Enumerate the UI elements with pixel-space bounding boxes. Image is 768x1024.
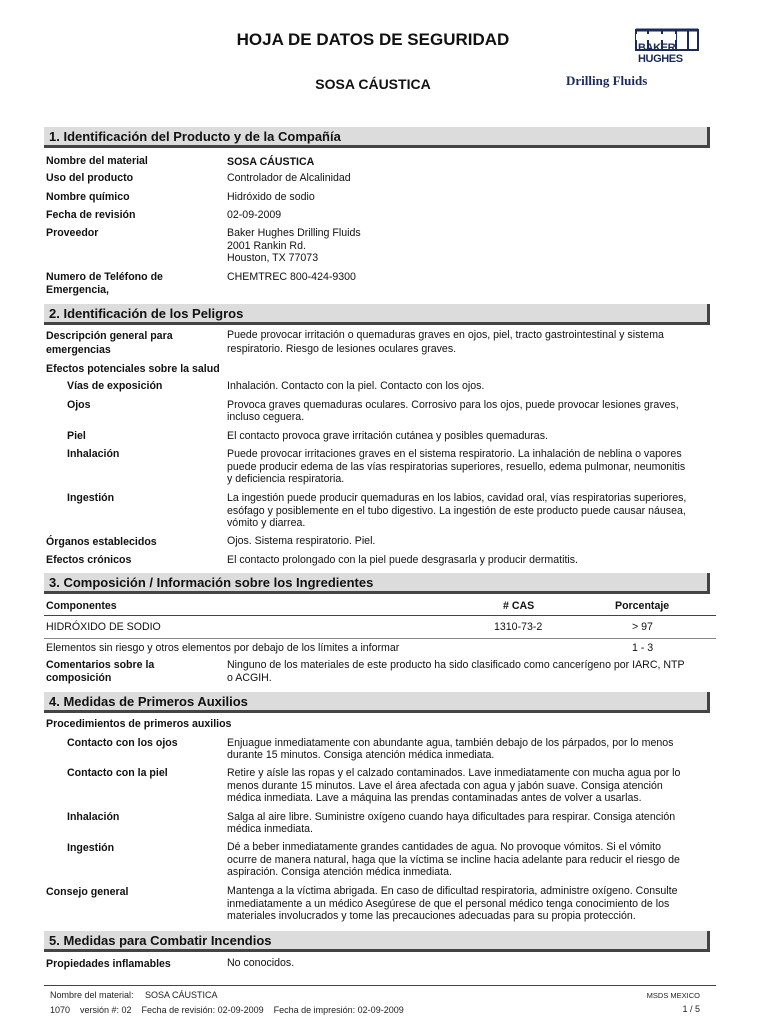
section-5-header: 5. Medidas para Combatir Incendios [44, 931, 710, 952]
value-target-organs: Ojos. Sistema respiratorio. Piel. [227, 535, 376, 547]
label-skin-contact: Contacto con la piel [67, 767, 168, 779]
value-inhalation-3: y deficiencia respiratoria. [227, 473, 345, 485]
label-potential-health-effects: Efectos potenciales sobre la salud [46, 363, 220, 375]
section-3-header: 3. Composición / Información sobre los Ingredientes [44, 573, 710, 594]
label-emergency-phone-2: Emergencia, [46, 284, 110, 296]
label-skin: Piel [67, 430, 86, 442]
component-percent: > 97 [632, 621, 653, 633]
label-emergency-overview-2: emergencias [46, 344, 111, 356]
value-skin: El contacto provoca grave irritación cutánea y posibles quemaduras. [227, 430, 548, 442]
value-ingestion-2: esófago y posiblemente en el tubo digestivo. La ingestión de este producto puede causar náusea, [227, 505, 686, 517]
label-revision-date: Fecha de revisión [46, 209, 136, 221]
label-first-aid-inhalation: Inhalación [67, 811, 120, 823]
value-emergency-phone: CHEMTREC 800-424-9300 [227, 271, 356, 283]
logo-subtitle: Drilling Fluids [566, 73, 648, 88]
value-emergency-overview-2: respiratorio. Riesgo de lesiones oculares graves. [227, 343, 457, 355]
label-emergency-phone: Numero de Teléfono de [46, 271, 163, 283]
label-emergency-overview: Descripción general para [46, 330, 173, 342]
label-general-advice: Consejo general [46, 886, 129, 898]
label-first-aid-procedures: Procedimientos de primeros auxilios [46, 718, 232, 730]
column-header-percent: Porcentaje [615, 600, 670, 612]
document-title: HOJA DE DATOS DE SEGURIDAD [236, 30, 510, 49]
company-logo [566, 22, 716, 98]
label-supplier: Proveedor [46, 227, 99, 239]
value-skin-contact-3: médica inmediata. Lave a máquina las prendas contaminadas antes de volver a usarlas. [227, 792, 642, 804]
value-eye-contact: Enjuague inmediatamente con abundante agua, también debajo de los párpados, por lo menos [227, 737, 674, 749]
label-exposure-routes: Vías de exposición [67, 380, 163, 392]
value-eyes-2: incluso ceguera. [227, 411, 305, 423]
value-chemical-name: Hidróxido de sodio [227, 191, 315, 203]
value-first-aid-ingestion-3: aspiración. Consiga atención médica inmediata. [227, 866, 452, 878]
label-inhalation: Inhalación [67, 448, 120, 460]
value-material-name: SOSA CÁUSTICA [227, 156, 315, 168]
value-eye-contact-2: durante 15 minutos. Consiga atención médica inmediata. [227, 749, 495, 761]
table-row-divider [44, 638, 716, 639]
label-ingestion: Ingestión [67, 492, 115, 504]
section-1-header: 1. Identificación del Producto y de la Compañía [44, 127, 710, 148]
value-emergency-overview: Puede provocar irritación o quemaduras graves en ojos, piel, tracto gastrointestinal y sistema [227, 329, 664, 341]
value-product-use: Controlador de Alcalinidad [227, 172, 351, 184]
value-general-advice-2: inmediatamente a un médico Asegúrese de que el personal médico tenga conocimiento de los [227, 898, 670, 910]
value-eyes: Provoca graves quemaduras oculares. Corrosivo para los ojos, puede provocar lesiones graves, [227, 399, 679, 411]
column-header-components: Componentes [46, 600, 117, 612]
footer-divider [44, 985, 716, 986]
value-supplier-address: 2001 Rankin Rd. [227, 240, 306, 252]
value-first-aid-inhalation: Salga al aire libre. Suministre oxígeno cuando haya dificultades para respirar. Consiga atención [227, 811, 676, 823]
value-flammable-properties: No conocidos. [227, 957, 295, 969]
footer-page-number: 1 / 5 [682, 1004, 700, 1014]
column-header-cas: # CAS [503, 600, 535, 612]
section-4-header: 4. Medidas de Primeros Auxilios [44, 692, 710, 713]
value-supplier-name: Baker Hughes Drilling Fluids [227, 227, 361, 239]
label-first-aid-ingestion: Ingestión [67, 842, 115, 854]
value-first-aid-ingestion-2: ocurre de manera natural, haga que la víctima se incline hacia adelante para reducir el riesgo de [227, 854, 680, 866]
value-chronic-effects: El contacto prolongado con la piel puede desgrasarla y producir dermatitis. [227, 554, 578, 566]
label-material-name: Nombre del material [46, 155, 148, 167]
value-first-aid-inhalation-2: médica inmediata. [227, 823, 313, 835]
value-general-advice-3: materiales involucrados y tome las precauciones adecuadas para su propia protección. [227, 910, 636, 922]
value-inhalation-2: puede producir edema de las vías respiratorias superiores, resuello, edema pulmonar, neumonitis [227, 461, 686, 473]
component-name: HIDRÓXIDO DE SODIO [46, 621, 161, 633]
label-target-organs: Órganos establecidos [46, 536, 157, 548]
label-chronic-effects: Efectos crónicos [46, 554, 132, 566]
label-chemical-name: Nombre químico [46, 191, 130, 203]
table-header-divider [44, 615, 716, 616]
logo-line-2: HUGHES [638, 53, 683, 65]
label-product-use: Uso del producto [46, 172, 134, 184]
value-inhalation: Puede provocar irritaciones graves en el sistema respiratorio. La inhalación de neblina o vapores [227, 448, 682, 460]
footer-document-info: 1070 versión #: 02 Fecha de revisión: 02-09-2009 Fecha de impresión: 02-09-2009 [50, 1005, 404, 1015]
footer-region: MSDS MEXICO [646, 991, 700, 1000]
other-components-percent: 1 - 3 [632, 642, 654, 654]
value-supplier-city: Houston, TX 77073 [227, 252, 319, 264]
value-composition-comments: Ninguno de los materiales de este producto ha sido clasificado como cancerígeno por IARC, NTP [227, 659, 685, 671]
footer-material-value: SOSA CÁUSTICA [145, 990, 218, 1000]
component-cas: 1310-73-2 [494, 621, 543, 633]
logo-line-1: BAKER [638, 42, 676, 54]
value-first-aid-ingestion: Dé a beber inmediatamente grandes cantidades de agua. No provoque vómitos. Si el vómito [227, 841, 662, 853]
value-exposure-routes: Inhalación. Contacto con la piel. Contacto con los ojos. [227, 380, 485, 392]
value-general-advice: Mantenga a la víctima abrigada. En caso de dificultad respiratoria, administre oxígeno. Consulte [227, 885, 678, 897]
value-skin-contact: Retire y aísle las ropas y el calzado contaminados. Lave inmediatamente con mucha agua por lo [227, 767, 681, 779]
label-composition-comments-2: composición [46, 672, 112, 684]
label-composition-comments: Comentarios sobre la [46, 659, 155, 671]
value-composition-comments-2: o ACGIH. [227, 672, 272, 684]
other-components: Elementos sin riesgo y otros elementos por debajo de los límites a informar [46, 642, 400, 654]
value-skin-contact-2: menos durante 15 minutos. Lave el área afectada con agua y jabón suave. Consiga atención [227, 780, 663, 792]
value-revision-date: 02-09-2009 [227, 209, 282, 221]
product-title: SOSA CÁUSTICA [315, 76, 431, 92]
section-2-header: 2. Identificación de los Peligros [44, 304, 710, 325]
value-ingestion: La ingestión puede producir quemaduras en los labios, cavidad oral, vías respiratorias superiores, [227, 492, 687, 504]
label-flammable-properties: Propiedades inflamables [46, 958, 171, 970]
value-ingestion-3: vómito y diarrea. [227, 517, 306, 529]
label-eye-contact: Contacto con los ojos [67, 737, 178, 749]
footer-material-label: Nombre del material: [50, 990, 134, 1000]
label-eyes: Ojos [67, 399, 91, 411]
